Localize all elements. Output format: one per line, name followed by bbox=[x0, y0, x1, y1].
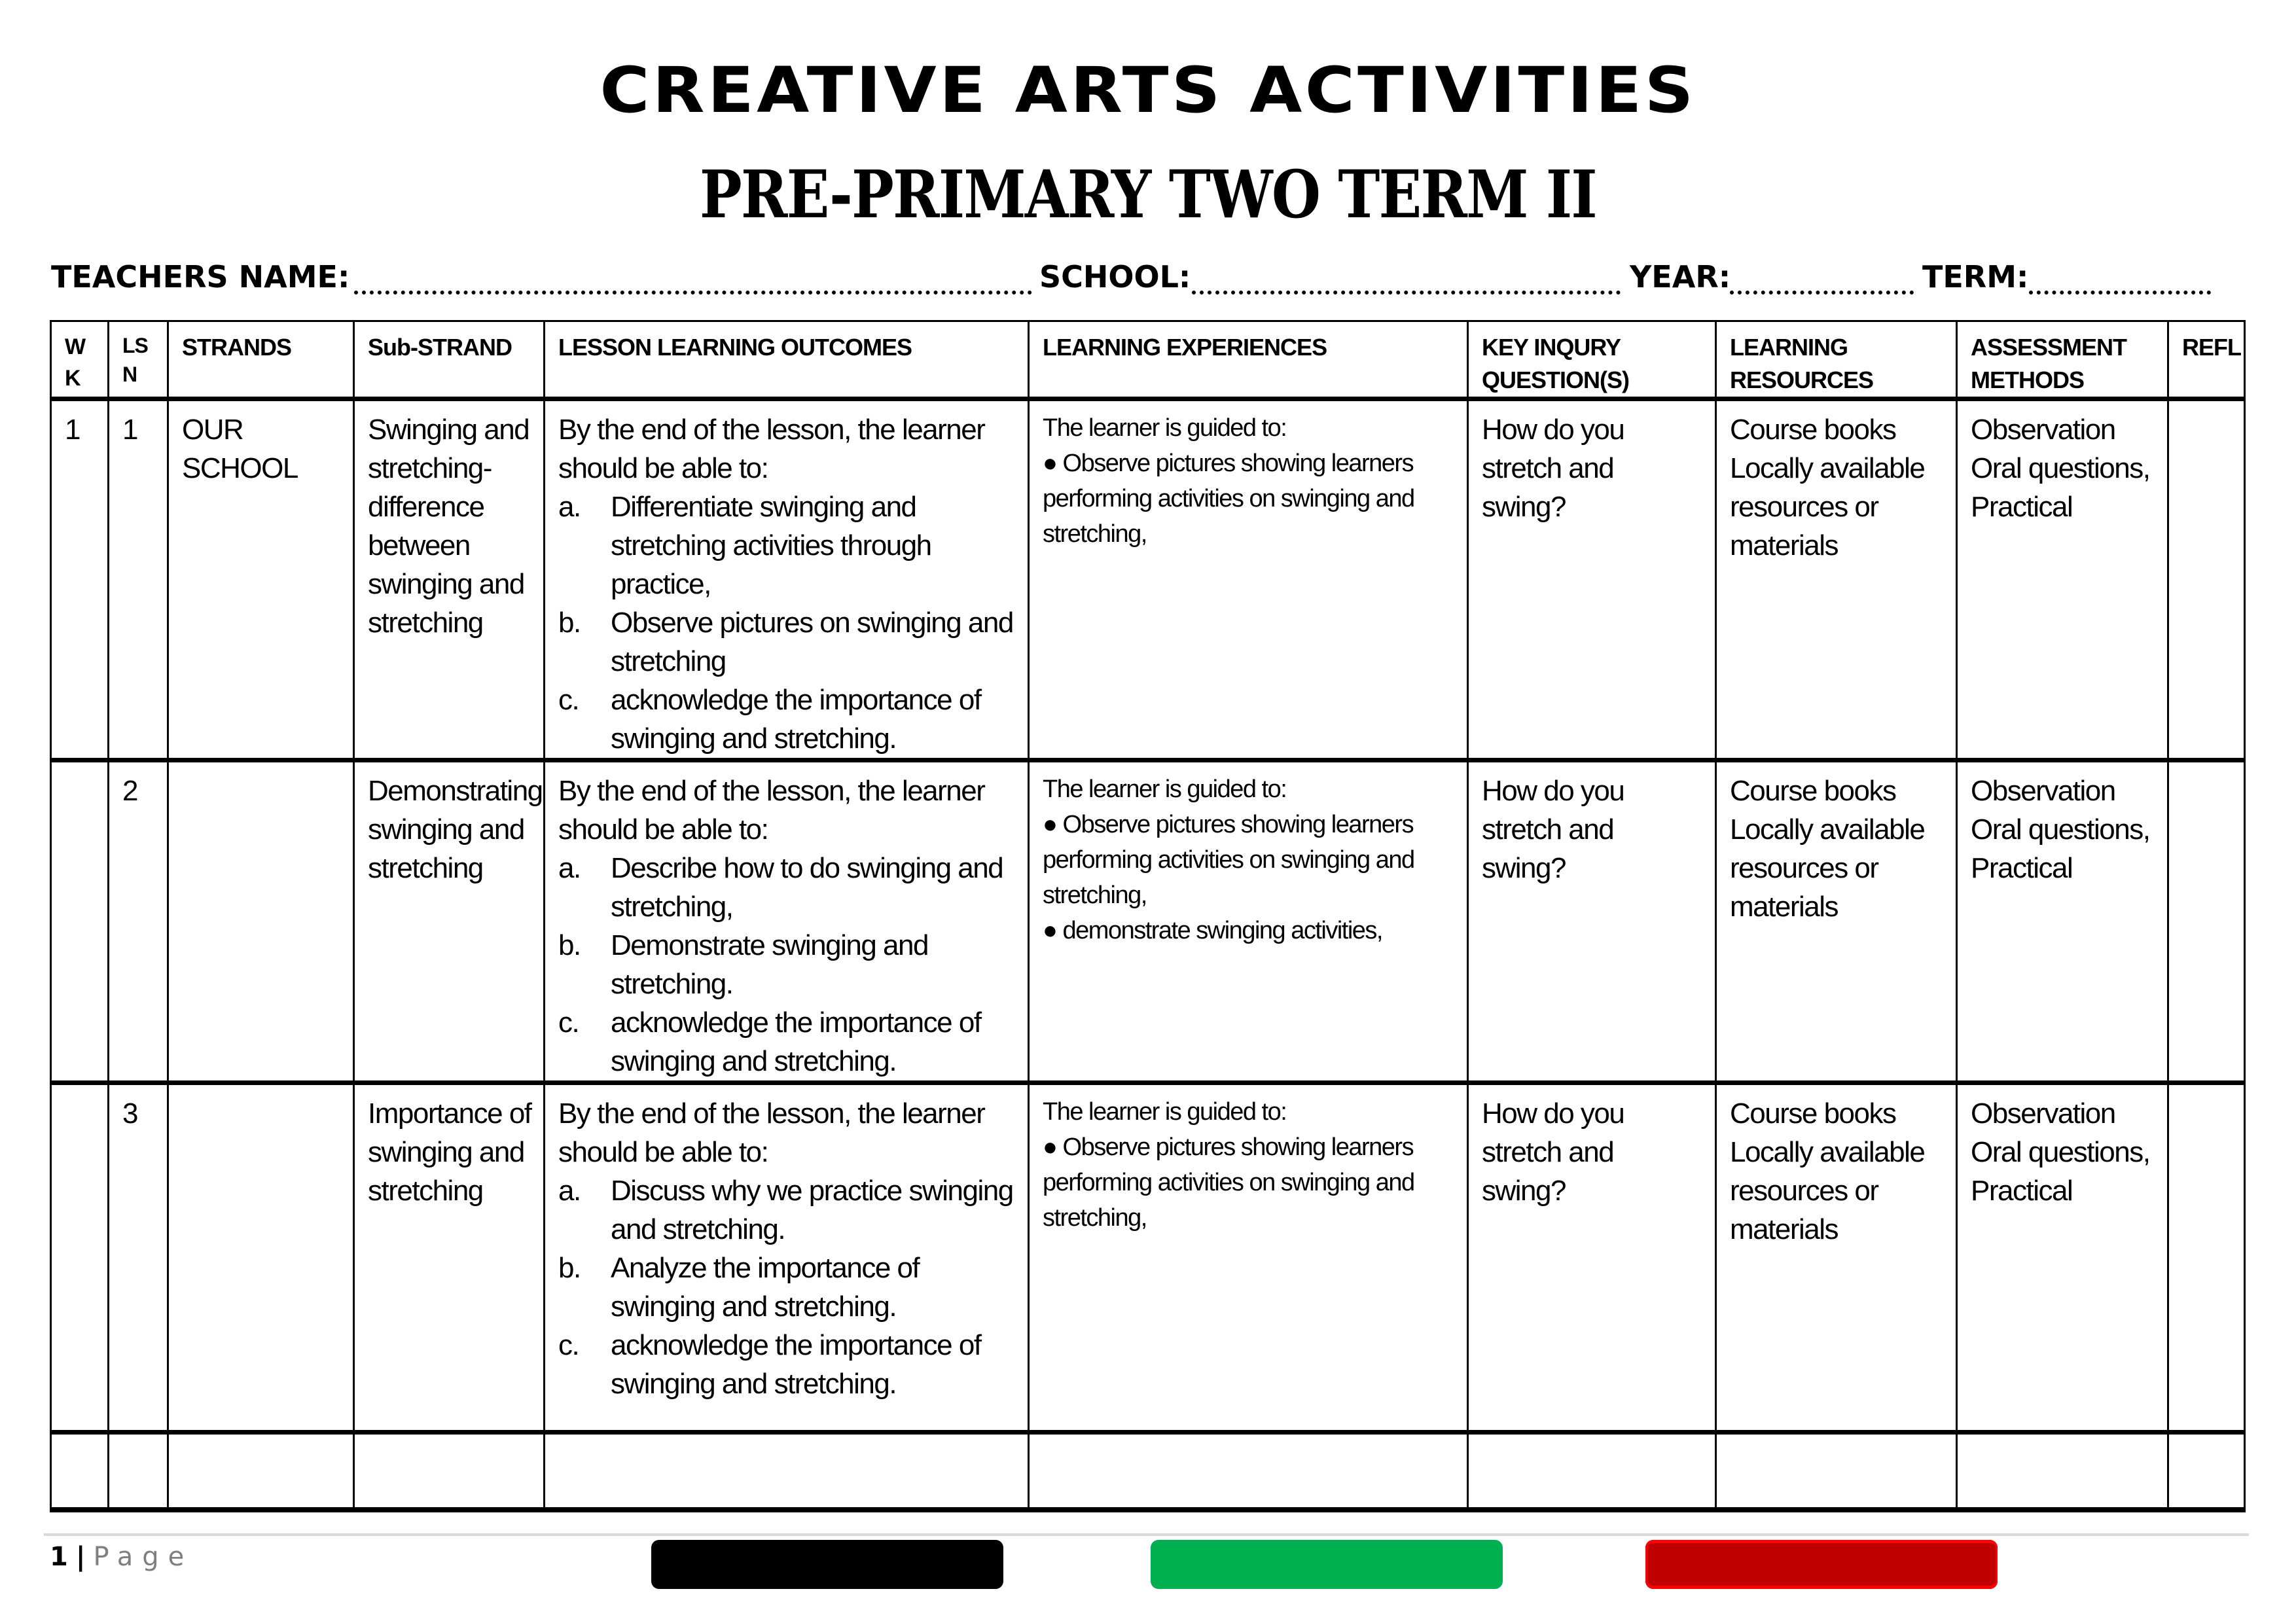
cell-strand bbox=[168, 760, 354, 1083]
header-lsn: LS N bbox=[109, 321, 168, 399]
cell-strand bbox=[168, 1083, 354, 1433]
header-assessment-methods: ASSESSMENT METHODS bbox=[1957, 321, 2168, 399]
page-number bbox=[50, 1542, 193, 1572]
cell-empty[interactable] bbox=[1957, 1433, 2168, 1510]
assessment-item: Practical bbox=[1971, 1175, 2073, 1207]
bullet-icon: ● bbox=[1043, 917, 1057, 944]
outcome-item: c. acknowledge the importance of swinging and stretching. bbox=[558, 1007, 981, 1077]
bullet-icon: ● bbox=[1043, 811, 1057, 838]
cell-outcomes bbox=[545, 399, 1029, 760]
footer-bar-black bbox=[651, 1540, 1003, 1589]
teachers-name-label: TEACHERS NAME: bbox=[51, 259, 350, 294]
cell-empty[interactable] bbox=[109, 1433, 168, 1510]
experience-item: ● Observe pictures showing learners performing activities on swinging and stretching, bbox=[1043, 811, 1414, 909]
assessment-item: Observation bbox=[1971, 1097, 2115, 1130]
cell-experiences bbox=[1029, 399, 1468, 760]
cell-empty[interactable] bbox=[1029, 1433, 1468, 1510]
outcome-item: a. Differentiate swinging and stretching activities through practice, bbox=[558, 491, 931, 600]
cell-experiences bbox=[1029, 760, 1468, 1083]
resource-item: Locally available resources or materials bbox=[1730, 813, 1925, 923]
cell-key-question: How do you stretch and swing? bbox=[1468, 760, 1716, 1083]
cell-empty[interactable] bbox=[51, 1433, 109, 1510]
cell-empty[interactable] bbox=[545, 1433, 1029, 1510]
header-lesson-outcomes: LESSON LEARNING OUTCOMES bbox=[545, 321, 1029, 399]
scheme-of-work-table bbox=[50, 320, 2246, 1512]
header-key-inquiry-questions: KEY INQURY QUESTION(S) bbox=[1468, 321, 1716, 399]
cell-reflection[interactable] bbox=[2168, 1083, 2245, 1433]
header-learning-resources: LEARNING RESOURCES bbox=[1716, 321, 1957, 399]
outcome-item: b. Observe pictures on swinging and stretching bbox=[558, 607, 1013, 677]
document-subtitle: PRE-PRIMARY TWO TERM II bbox=[700, 156, 1596, 233]
header-sub-strand: Sub-STRAND bbox=[354, 321, 545, 399]
cell-resources bbox=[1716, 760, 1957, 1083]
cell-week bbox=[51, 1083, 109, 1433]
header-reflection: REFL bbox=[2168, 321, 2245, 399]
resource-item: Course books bbox=[1730, 1097, 1896, 1130]
cell-sub-strand: Demonstrating swinging and stretching bbox=[354, 760, 545, 1083]
footer-bar-red bbox=[1645, 1540, 1998, 1589]
assessment-item: Observation bbox=[1971, 775, 2115, 807]
cell-week: 1 bbox=[51, 399, 109, 760]
cell-empty[interactable] bbox=[168, 1433, 354, 1510]
cell-empty[interactable] bbox=[2168, 1433, 2245, 1510]
cell-week bbox=[51, 760, 109, 1083]
cell-sub-strand: Importance of swinging and stretching bbox=[354, 1083, 545, 1433]
cell-assessment bbox=[1957, 760, 2168, 1083]
document-title: CREATIVE ARTS ACTIVITIES bbox=[600, 54, 1696, 127]
resource-item: Locally available resources or materials bbox=[1730, 452, 1925, 562]
experience-item: ● Observe pictures showing learners performing activities on swinging and stretching, bbox=[1043, 450, 1414, 548]
bullet-icon: ● bbox=[1043, 1133, 1057, 1161]
cell-reflection[interactable] bbox=[2168, 760, 2245, 1083]
assessment-item: Oral questions, bbox=[1971, 813, 2150, 846]
assessment-item: Oral questions, bbox=[1971, 452, 2150, 484]
page-number-value: 1 bbox=[50, 1542, 68, 1572]
cell-lesson: 3 bbox=[109, 1083, 168, 1433]
teachers-name-field[interactable] bbox=[354, 259, 1032, 298]
header-learning-experiences: LEARNING EXPERIENCES bbox=[1029, 321, 1468, 399]
term-label: TERM: bbox=[1922, 259, 2029, 294]
header-strands: STRANDS bbox=[168, 321, 354, 399]
header-wk: W K bbox=[51, 321, 109, 399]
cell-key-question: How do you stretch and swing? bbox=[1468, 399, 1716, 760]
cell-assessment bbox=[1957, 399, 2168, 760]
table-row-empty bbox=[51, 1433, 2245, 1510]
outcome-item: b. Demonstrate swinging and stretching. bbox=[558, 929, 928, 1000]
outcomes-intro: By the end of the lesson, the learner should be able to: bbox=[558, 1097, 985, 1168]
cell-outcomes bbox=[545, 1083, 1029, 1433]
cell-key-question: How do you stretch and swing? bbox=[1468, 1083, 1716, 1433]
outcome-item: c. acknowledge the importance of swinging and stretching. bbox=[558, 684, 981, 755]
assessment-item: Practical bbox=[1971, 852, 2073, 884]
experience-item: ● Observe pictures showing learners performing activities on swinging and stretching, bbox=[1043, 1133, 1414, 1232]
experience-item: ● demonstrate swinging activities, bbox=[1043, 917, 1382, 944]
cell-sub-strand: Swinging and stretching-difference between swinging and stretching bbox=[354, 399, 545, 760]
term-field[interactable] bbox=[2029, 259, 2211, 298]
cell-experiences bbox=[1029, 1083, 1468, 1433]
table-row bbox=[51, 399, 2245, 760]
cell-assessment bbox=[1957, 1083, 2168, 1433]
cell-lesson: 1 bbox=[109, 399, 168, 760]
cell-reflection[interactable] bbox=[2168, 399, 2245, 760]
footer-bar-green bbox=[1151, 1540, 1503, 1589]
assessment-item: Oral questions, bbox=[1971, 1136, 2150, 1168]
year-field[interactable] bbox=[1730, 259, 1914, 298]
year-label: YEAR: bbox=[1630, 259, 1731, 294]
cell-strand: OUR SCHOOL bbox=[168, 399, 354, 760]
cell-empty[interactable] bbox=[1468, 1433, 1716, 1510]
outcome-item: a. Describe how to do swinging and stretching, bbox=[558, 852, 1003, 923]
experiences-intro: The learner is guided to: bbox=[1043, 1098, 1287, 1126]
cell-empty[interactable] bbox=[354, 1433, 545, 1510]
resource-item: Course books bbox=[1730, 775, 1896, 807]
cell-outcomes bbox=[545, 760, 1029, 1083]
resource-item: Course books bbox=[1730, 414, 1896, 446]
outcomes-intro: By the end of the lesson, the learner should be able to: bbox=[558, 775, 985, 846]
cell-empty[interactable] bbox=[1716, 1433, 1957, 1510]
table-header-row bbox=[51, 321, 2245, 399]
school-field[interactable] bbox=[1192, 259, 1621, 298]
experiences-intro: The learner is guided to: bbox=[1043, 776, 1287, 803]
assessment-item: Practical bbox=[1971, 491, 2073, 523]
outcome-item: b. Analyze the importance of swinging and stretching. bbox=[558, 1252, 920, 1323]
page-separator: | bbox=[75, 1542, 86, 1572]
cell-resources bbox=[1716, 1083, 1957, 1433]
resource-item: Locally available resources or materials bbox=[1730, 1136, 1925, 1245]
table-row bbox=[51, 760, 2245, 1083]
outcomes-intro: By the end of the lesson, the learner should be able to: bbox=[558, 414, 985, 484]
table-row bbox=[51, 1083, 2245, 1433]
footer-divider bbox=[44, 1533, 2249, 1536]
school-label: SCHOOL: bbox=[1039, 259, 1191, 294]
outcome-item: c. acknowledge the importance of swinging and stretching. bbox=[558, 1329, 981, 1400]
outcome-item: a. Discuss why we practice swinging and stretching. bbox=[558, 1175, 1013, 1245]
assessment-item: Observation bbox=[1971, 414, 2115, 446]
cell-resources bbox=[1716, 399, 1957, 760]
cell-lesson: 2 bbox=[109, 760, 168, 1083]
bullet-icon: ● bbox=[1043, 450, 1057, 477]
experiences-intro: The learner is guided to: bbox=[1043, 414, 1287, 442]
page-word: Page bbox=[93, 1542, 194, 1572]
